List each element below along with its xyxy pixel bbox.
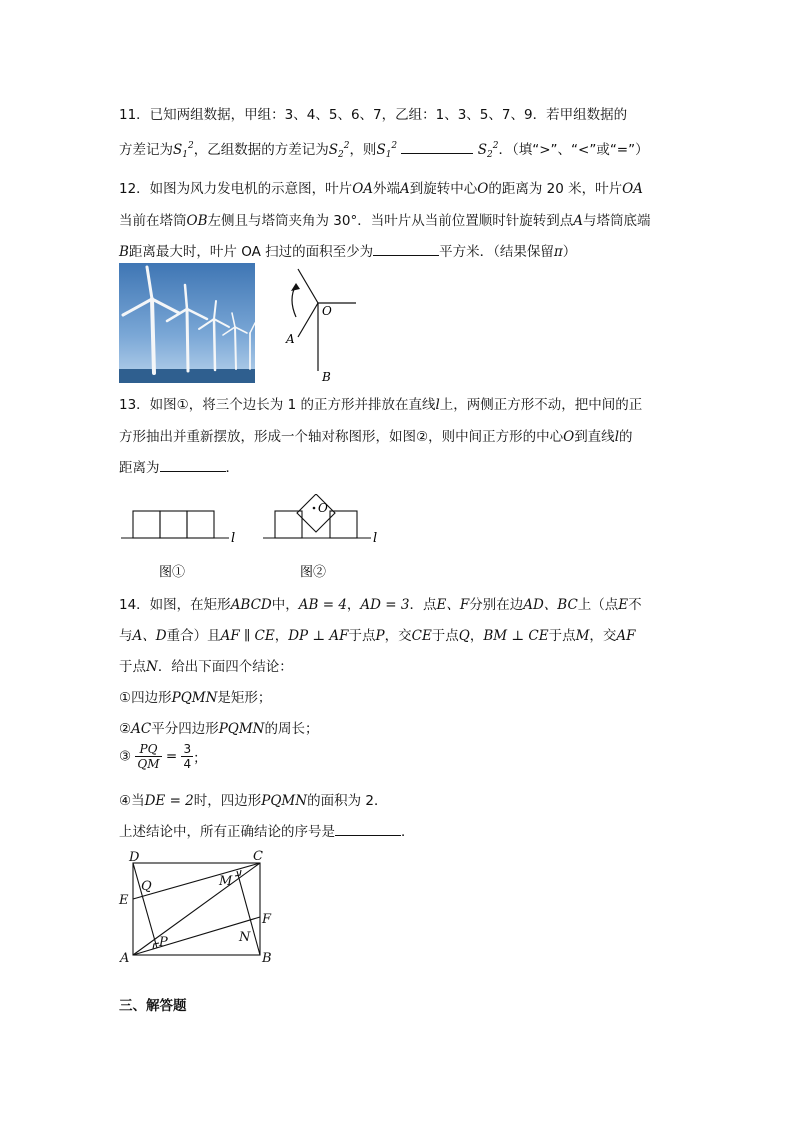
caption-fig2: 图②	[300, 565, 327, 580]
label-a: A	[286, 332, 295, 346]
q12-line3: B距离最大时，叶片 OA 扫过的面积至少为 平方米．（结果保留π）	[119, 240, 576, 260]
q13-line1: 13．如图①，将三个边长为 1 的正方形并排放在直线l上，两侧正方形不动，把中间的正	[119, 397, 643, 413]
label-o: O	[322, 304, 332, 318]
section-heading: 三、解答题	[119, 998, 187, 1014]
blade-upper	[298, 269, 318, 303]
s1-squared: $S_1^2$	[173, 141, 194, 160]
square-left-fig1	[133, 511, 160, 538]
q14-question-line: 上述结论中，所有正确结论的序号是 ．	[119, 820, 415, 840]
q11-line2: 方差记为$S_1^2$，乙组数据的方差记为$S_2^2$，则$S_1^2$ $S_2^2$．（填“>”、“<”或“=”）	[119, 141, 649, 160]
label-b: B	[322, 370, 331, 384]
q12-line2: 当前在塔筒OB左侧且与塔筒夹角为 30°．当叶片从当前位置顺时针旋转到点A与塔筒底端	[119, 213, 651, 229]
q11-answer-blank[interactable]	[401, 139, 473, 154]
rectangle-diagram	[115, 845, 280, 970]
label-n: N	[239, 930, 251, 945]
caption-fig1: 图①	[159, 565, 186, 580]
q12-line1: 12．如图为风力发电机的示意图，叶片OA外端A到旋转中心O的距离为 20 米，叶片OA	[119, 181, 643, 197]
label-l-fig1: l	[231, 531, 236, 546]
square-left-fig2	[275, 511, 302, 538]
fraction-3-4: $\frac{3}{4}$	[183, 742, 192, 771]
label-e: E	[119, 893, 129, 908]
q13-answer-blank[interactable]	[160, 457, 226, 472]
square-middle-fig1	[160, 511, 187, 538]
q14-conclusion1: ①四边形PQMN是矩形；	[119, 690, 272, 706]
wind-turbine-photo	[119, 263, 255, 383]
label-a: A	[120, 951, 130, 966]
label-f: F	[262, 912, 272, 927]
square-right-fig2	[330, 511, 357, 538]
q14-line2: 与A、D重合）且AF ∥ CE，DP ⊥ AF于点P，交CE于点Q，BM ⊥ CE于点M，交AF	[119, 628, 636, 644]
s2-squared: $S_2^2$	[328, 141, 350, 160]
q14-conclusion2: ②AC平分四边形PQMN的周长；	[119, 721, 319, 737]
q14-conclusion3: ③ $\frac{PQ}{QM}$ = $\frac{3}{4}$ ；	[119, 742, 207, 771]
q14-conclusion4: ④当DE = 2时，四边形PQMN的面积为 2．	[119, 793, 388, 809]
segment-dp	[133, 863, 157, 948]
rotation-arrowhead	[291, 283, 300, 291]
label-c: C	[253, 849, 263, 864]
q14-line1: 14．如图，在矩形ABCD中，AB = 4，AD = 3．点E、F分别在边AD、BC上（点E不	[119, 597, 642, 613]
label-p: P	[159, 935, 168, 950]
q14-line3: 于点N．给出下面四个结论：	[119, 659, 293, 675]
label-b: B	[262, 951, 272, 966]
label-q: Q	[141, 879, 152, 894]
label-d: D	[129, 850, 140, 865]
label-m: M	[219, 874, 233, 889]
turbine-diagram	[280, 263, 360, 385]
label-o-fig2: O	[318, 501, 328, 515]
label-l-fig2: l	[373, 531, 378, 546]
q14-answer-blank[interactable]	[335, 821, 401, 836]
q11-line1: 11．已知两组数据，甲组：3、4、5、6、7，乙组：1、3、5、7、9．若甲组数据的	[119, 107, 628, 123]
q12-answer-blank[interactable]	[373, 241, 439, 256]
squares-figures	[119, 494, 399, 584]
segment-ec	[133, 863, 260, 899]
square-rotated-fig2	[297, 494, 335, 532]
center-dot-o	[313, 507, 316, 510]
fraction-pq-qm: $\frac{PQ}{QM}$	[137, 742, 160, 771]
blade-oa	[298, 303, 318, 337]
q13-line2: 方形抽出并重新摆放，形成一个轴对称图形，如图②，则中间正方形的中心O到直线l的	[119, 429, 633, 445]
q13-line3: 距离为 ．	[119, 456, 239, 476]
square-right-fig1	[187, 511, 214, 538]
